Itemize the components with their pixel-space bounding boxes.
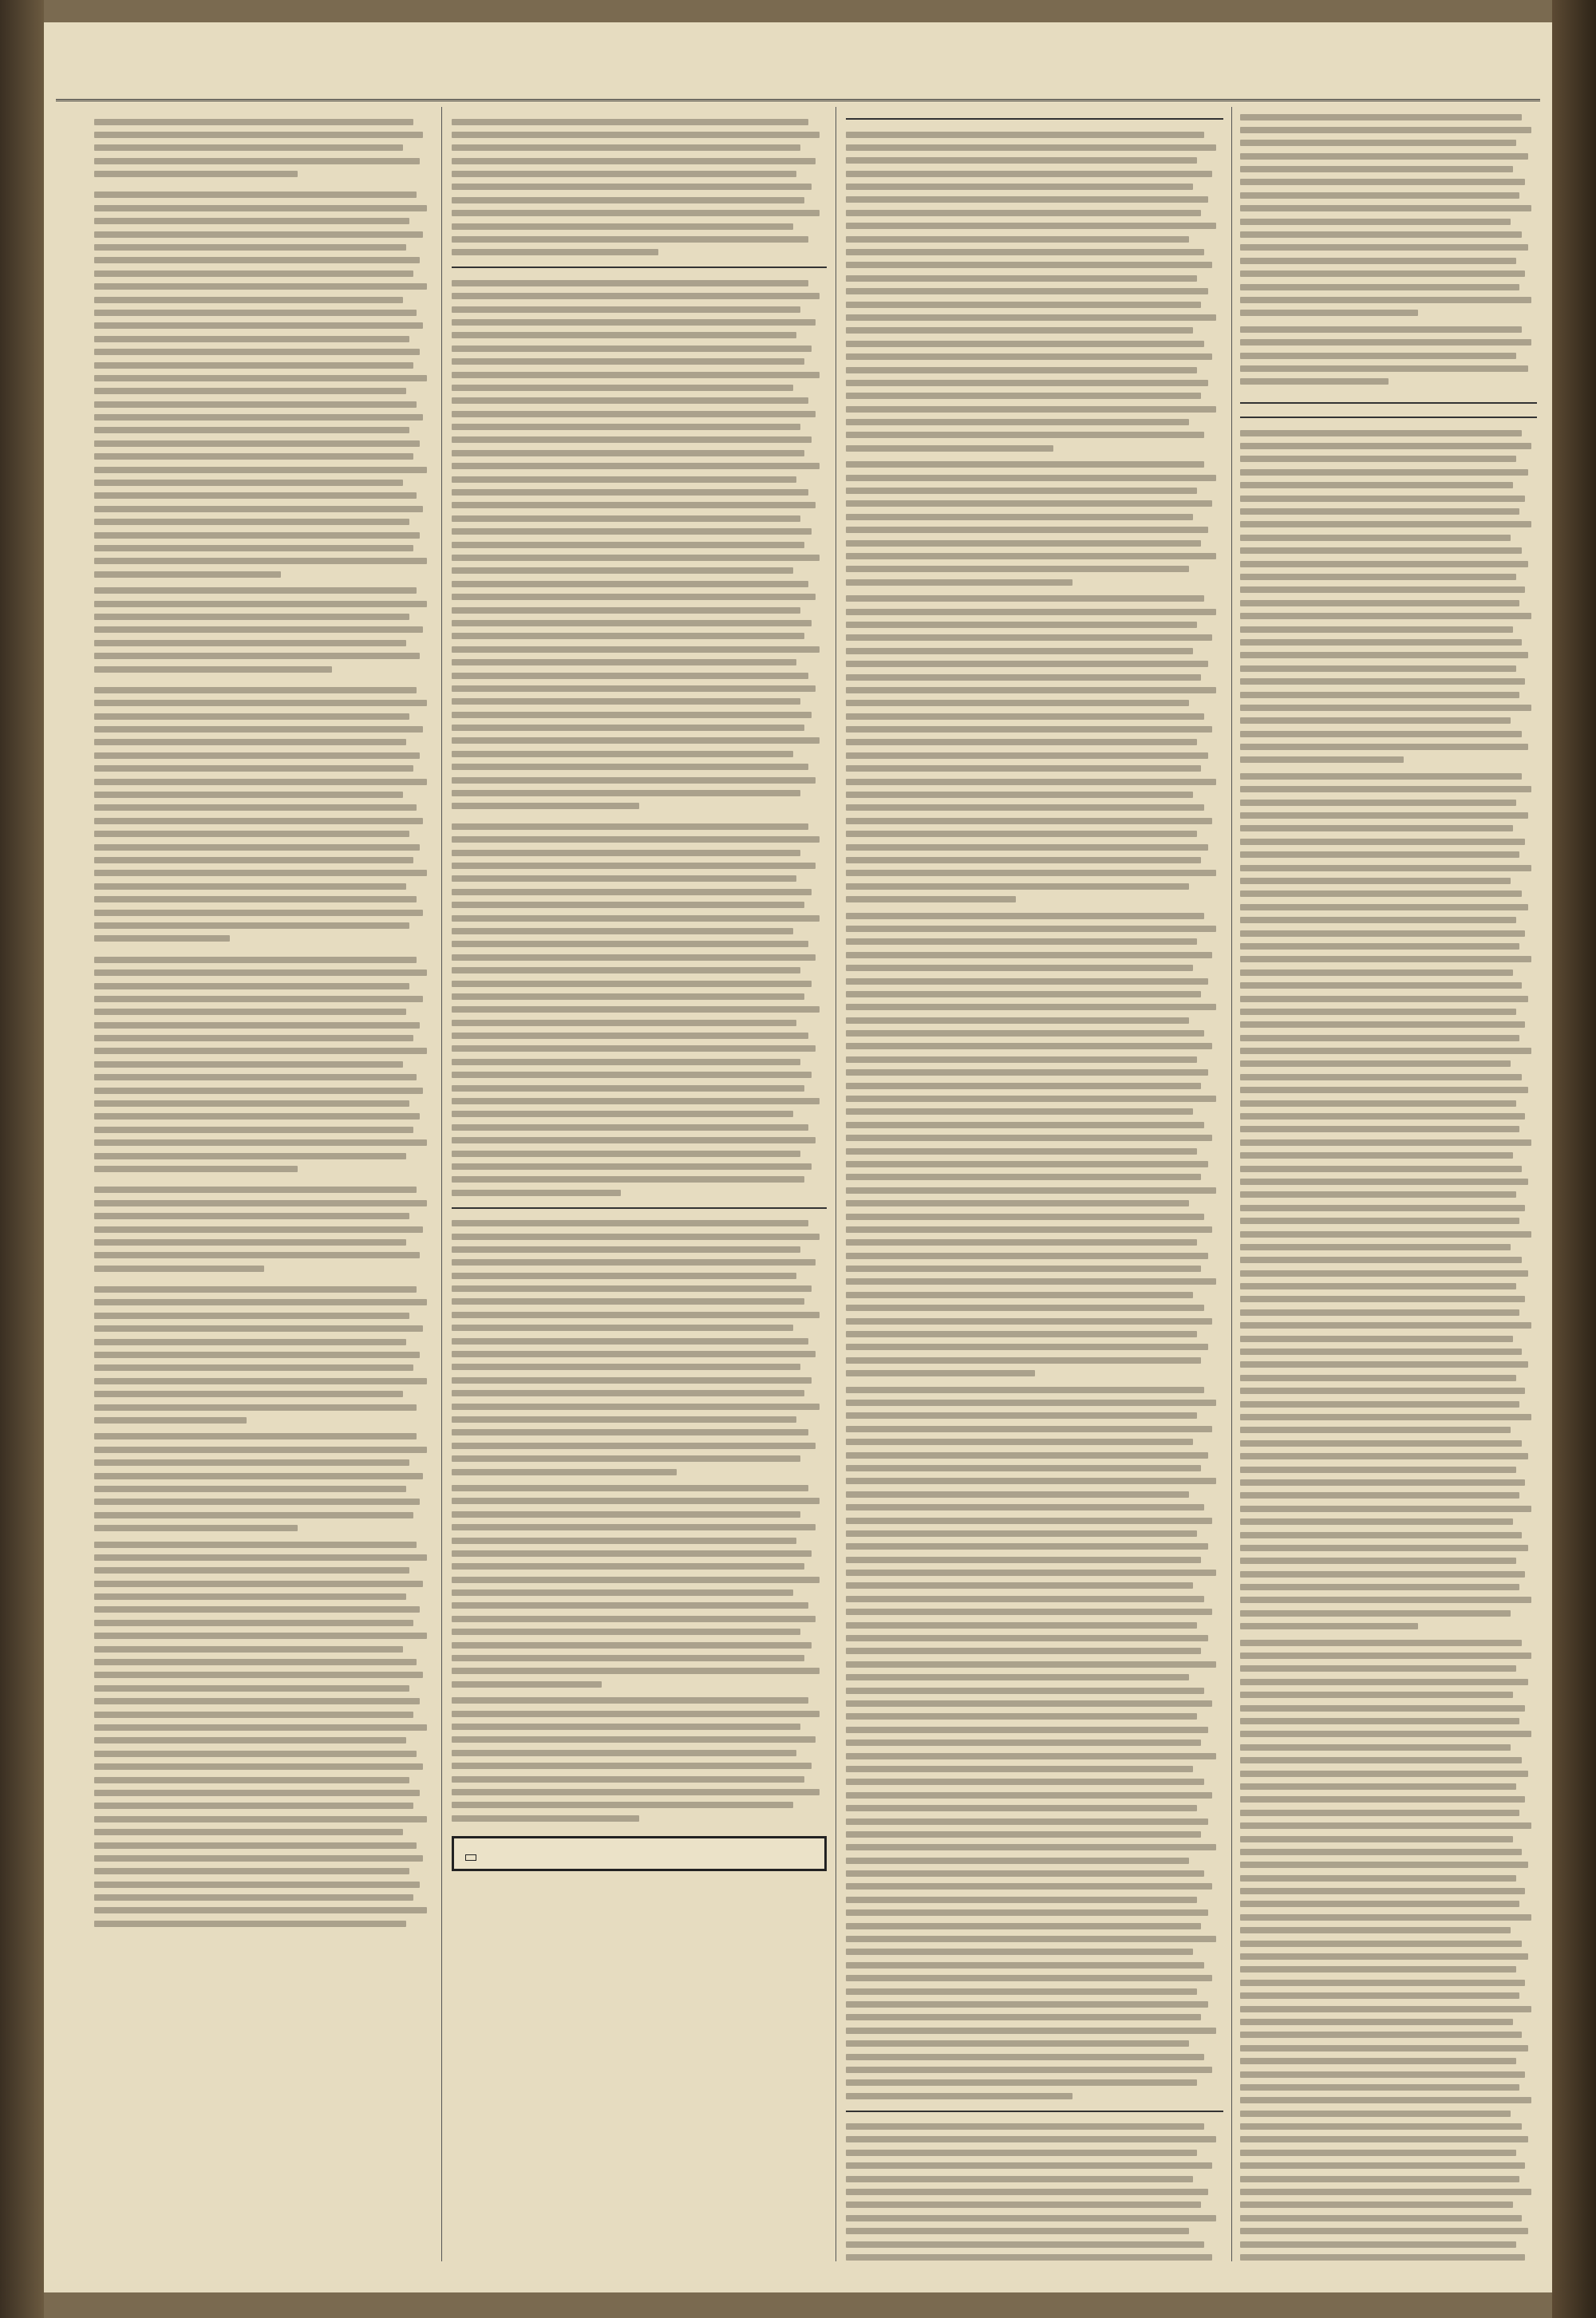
article-text-body bbox=[452, 115, 827, 259]
article-text-body bbox=[1240, 110, 1537, 319]
article-text-body bbox=[846, 128, 1223, 455]
article-text-body bbox=[452, 1217, 827, 1479]
article-text-body bbox=[1240, 322, 1537, 388]
column-rule bbox=[1231, 107, 1232, 2261]
article-text-body bbox=[846, 1383, 1223, 2102]
article-text-body bbox=[94, 1183, 433, 1275]
article-text-body bbox=[94, 188, 433, 581]
ludendorff-spende-ad bbox=[452, 1836, 827, 1871]
article-text-body bbox=[1240, 1636, 1537, 2261]
article-text-body bbox=[94, 1283, 433, 1427]
section-divider bbox=[452, 267, 827, 268]
section-divider bbox=[452, 1207, 827, 1209]
ad-postscheck bbox=[465, 1854, 476, 1861]
article-text-body bbox=[846, 592, 1223, 906]
article-text-body bbox=[94, 953, 433, 1175]
article-text-body bbox=[94, 115, 433, 180]
section-divider bbox=[846, 118, 1223, 120]
column-2 bbox=[452, 107, 827, 2261]
article-text-body bbox=[452, 819, 827, 1198]
article-text-body bbox=[452, 1481, 827, 1690]
ad-footer bbox=[465, 1854, 813, 1861]
article-text-body bbox=[1240, 769, 1537, 1633]
column-rule bbox=[441, 107, 442, 2261]
article-text-body bbox=[1240, 426, 1537, 766]
page-header bbox=[56, 62, 1540, 101]
article-text-body bbox=[94, 584, 433, 676]
article-text-body bbox=[452, 276, 827, 812]
section-title-drahtmeldungen bbox=[1240, 402, 1537, 418]
article-text-body bbox=[94, 1430, 433, 1534]
column-3 bbox=[846, 107, 1223, 2261]
left-page-edge bbox=[0, 0, 44, 2318]
article-text-body bbox=[452, 1694, 827, 1825]
column-4 bbox=[1240, 107, 1537, 2261]
article-text-body bbox=[94, 683, 433, 945]
article-text-body bbox=[846, 2120, 1223, 2261]
column-1 bbox=[94, 107, 433, 2261]
section-divider bbox=[846, 2111, 1223, 2112]
article-text-body bbox=[846, 458, 1223, 589]
article-text-body bbox=[94, 1538, 433, 1930]
book-spine bbox=[1552, 0, 1596, 2318]
article-text-body bbox=[846, 909, 1223, 1380]
